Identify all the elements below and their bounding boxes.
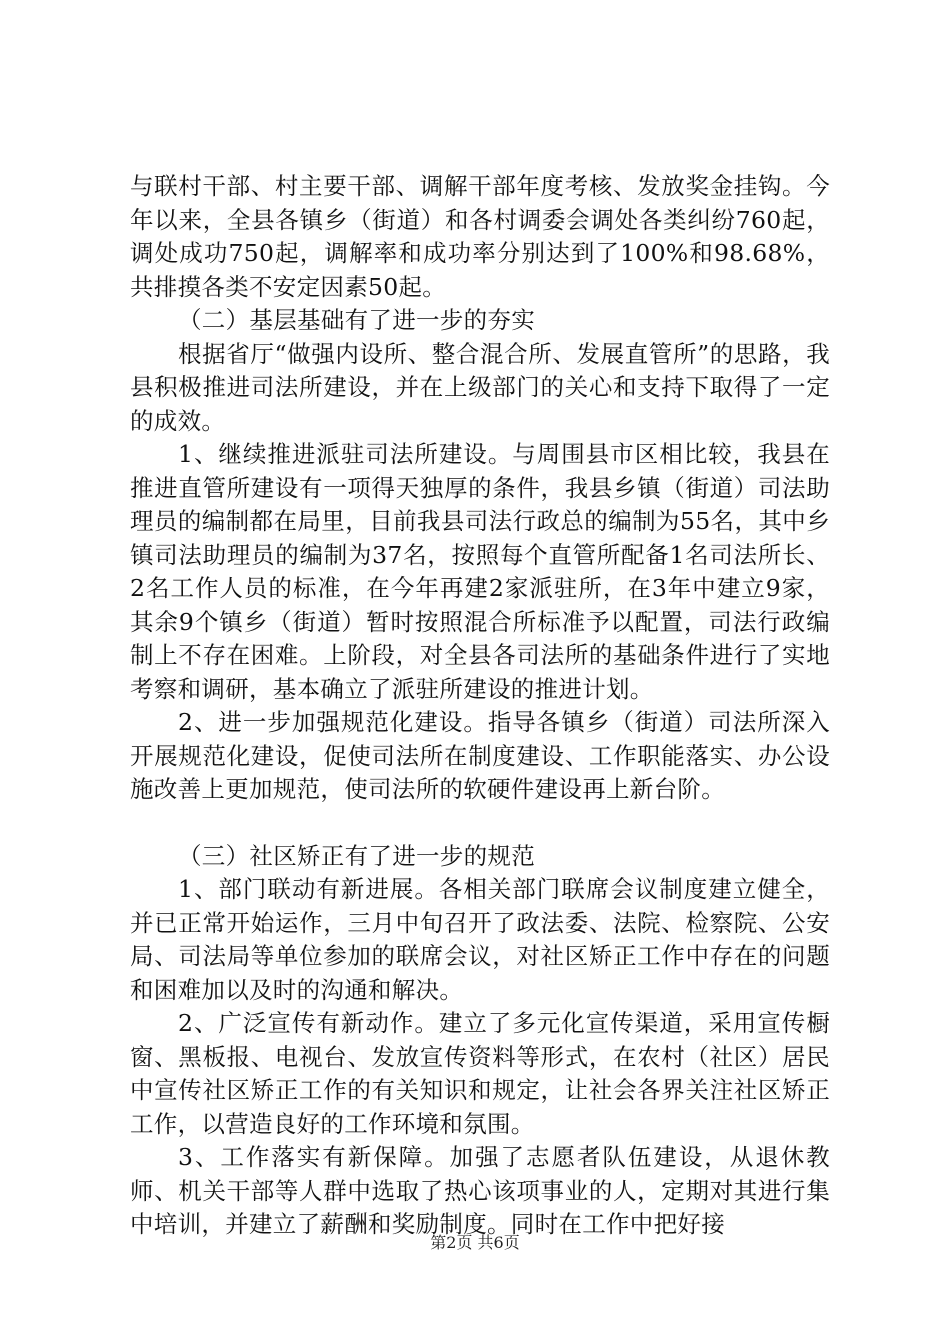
paragraph-item-2-standardization: 2、进一步加强规范化建设。指导各镇乡（街道）司法所深入开展规范化建设，促使司法所在制度建设、工作职能落实、办公设施改善上更加规范，使司法所的软硬件建设再上新台阶。: [130, 708, 830, 803]
paragraph-item-3-implementation: 3、工作落实有新保障。加强了志愿者队伍建设，从退休教师、机关干部等人群中选取了热心该项事业的人，定期对其进行集中培训，并建立了薪酬和奖励制度。同时在工作中把好接: [130, 1143, 830, 1238]
paragraph-item-2-publicity: 2、广泛宣传有新动作。建立了多元化宣传渠道，采用宣传橱窗、黑板报、电视台、发放宣传资料等形式，在农村（社区）居民中宣传社区矫正工作的有关知识和规定，让社会各界关注社区矫正工作，以营造良好的工作环境和氛围。: [130, 1009, 830, 1138]
paragraph-continued: 与联村干部、村主要干部、调解干部年度考核、发放奖金挂钩。今年以来，全县各镇乡（街道）和各村调委会调处各类纠纷760起，调处成功750起，调解率和成功率分别达到了100%和98.68%，共排摸各类不安定因素50起。: [130, 172, 830, 301]
paragraph-intro-judicial-office: 根据省厅“做强内设所、整合混合所、发展直管所”的思路，我县积极推进司法所建设，并在上级部门的关心和支持下取得了一定的成效。: [130, 339, 830, 435]
document-body: [130, 170, 830, 1242]
section-heading-2: （二）基层基础有了进一步的夯实: [178, 306, 535, 334]
paragraph-item-1-dispatch-office: 1、继续推进派驻司法所建设。与周围县市区相比较，我县在推进直管所建设有一项得天独厚的条件，我县乡镇（街道）司法助理员的编制都在局里，目前我县司法行政总的编制为55名，其中乡镇司法助理员的编制为37名，按照每个直管所配备1名司法所长、2名工作人员的标准，在今年再建2家派驻所，在3年中建立9家，其余9个镇乡（街道）暂时按照混合所标准予以配置，司法行政编制上不存在困难。上阶段，对全县各司法所的基础条件进行了实地考察和调研，基本确立了派驻所建设的推进计划。: [130, 440, 830, 703]
page-footer: 第2页 共6页: [430, 1233, 520, 1252]
paragraph-item-1-department-linkage: 1、部门联动有新进展。各相关部门联席会议制度建立健全，并已正常开始运作，三月中旬召开了政法委、法院、检察院、公安局、司法局等单位参加的联席会议，对社区矫正工作中存在的问题和困难加以及时的沟通和解决。: [130, 875, 830, 1004]
section-heading-3: （三）社区矫正有了进一步的规范: [178, 841, 535, 870]
paragraph-gap: [130, 807, 830, 840]
